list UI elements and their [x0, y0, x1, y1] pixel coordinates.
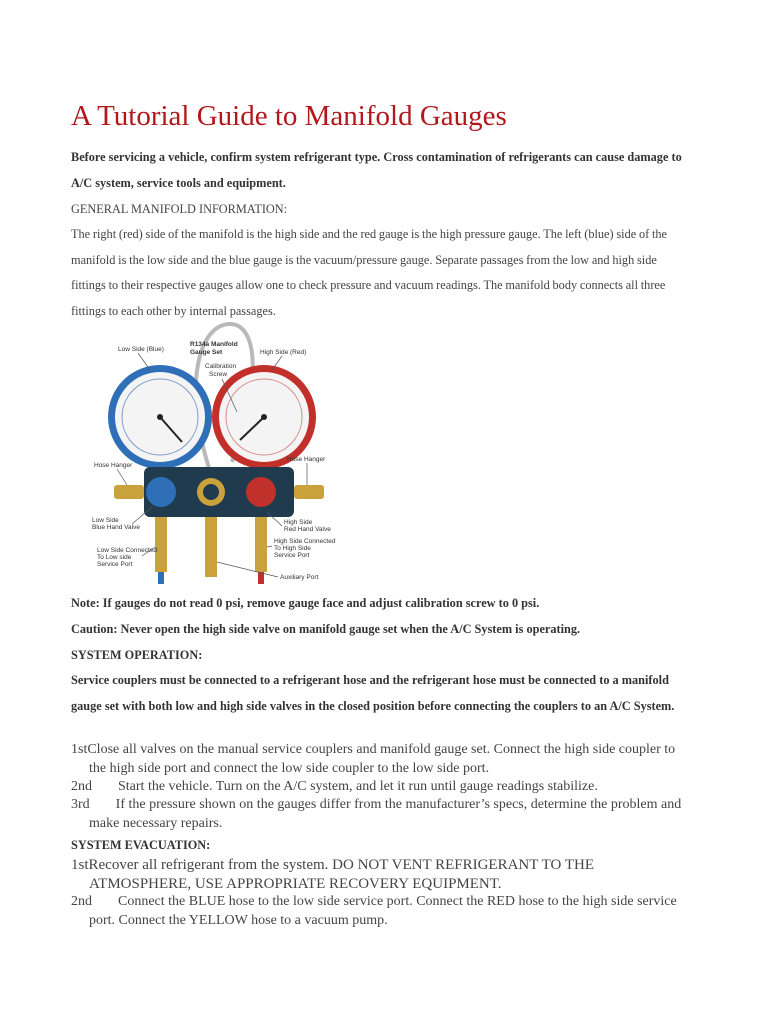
- fig-label: Hose Hanger: [94, 462, 133, 469]
- blue-hand-valve: [146, 477, 176, 507]
- fig-label: Auxiliary Port: [280, 574, 319, 581]
- evacuation-step: [71, 893, 691, 930]
- left-hose-hanger: [114, 485, 144, 499]
- step-number: 3rd: [71, 797, 90, 812]
- fig-label: Blue Hand Valve: [92, 524, 140, 531]
- fig-label: High Side: [284, 519, 313, 526]
- fig-label: R134a Manifold: [190, 341, 238, 348]
- caution-paragraph: Caution: Never open the high side valve on manifold gauge set when the A/C System is operating.: [71, 622, 581, 636]
- fig-label: High Side (Red): [260, 349, 307, 356]
- right-hose-hanger: [294, 485, 324, 499]
- low-side-fitting: [155, 517, 167, 572]
- note-paragraph: Note: If gauges do not read 0 psi, remove gauge face and adjust calibration screw to 0 psi.: [71, 596, 540, 610]
- step-text: Connect the BLUE hose to the low side service port. Connect the RED hose to the high side service port. Connect the YELLOW hose to a vacuum pump.: [89, 894, 677, 928]
- fig-label: Red Hand Valve: [284, 526, 331, 533]
- page-title: A Tutorial Guide to Manifold Gauges: [71, 100, 507, 132]
- high-side-gauge: [212, 365, 316, 469]
- operation-paragraph: Service couplers must be connected to a refrigerant hose and the refrigerant hose must be connected to a manifold gauge set with both low and high side valves in the closed position before connecting the couplers to an A/C System.: [71, 673, 675, 713]
- step-text: If the pressure shown on the gauges differ from the manufacturer’s specs, determine the problem and make necessary repairs.: [89, 797, 682, 831]
- evacuation-heading: SYSTEM EVACUATION:: [71, 838, 211, 852]
- fig-label: Low Side: [92, 517, 119, 524]
- operation-step: [71, 796, 691, 833]
- auxiliary-fitting: [205, 517, 217, 577]
- fig-label: Service Port: [97, 561, 133, 568]
- intro-paragraph: Before servicing a vehicle, confirm system refrigerant type. Cross contamination of refrigerants can cause damage to A/C system, service tools and equipment.: [71, 150, 682, 190]
- step-text: Recover all refrigerant from the system. DO NOT VENT REFRIGERANT TO THE ATMOSPHERE, USE APPROPRIATE RECOVERY EQUIPMENT.: [88, 857, 594, 892]
- high-side-fitting: [255, 517, 267, 572]
- evacuation-step: [71, 856, 691, 893]
- step-number: 2nd: [71, 779, 92, 794]
- operation-heading: SYSTEM OPERATION:: [71, 648, 203, 662]
- step-text: Start the vehicle. Turn on the A/C system, and let it run until gauge readings stabilize.: [118, 779, 598, 794]
- low-side-gauge: [108, 365, 212, 469]
- general-paragraph: The right (red) side of the manifold is the high side and the red gauge is the high pressure gauge. The left (blue) side of the manifold is the low side and the blue gauge is the vacuum/pressure gauge. Separate passages from the low and high side fittings to their respective gauges allow one to check pressure and vacuum readings. The manifold body connects all three fittings to each other by internal passages.: [71, 227, 668, 318]
- manifold-gauge-figure: [72, 322, 342, 587]
- fig-label: High Side Connected: [274, 538, 336, 545]
- red-hand-valve: [246, 477, 276, 507]
- step-text: Close all valves on the manual service couplers and manifold gauge set. Connect the high side coupler to the high side port and connect the low side coupler to the low side port.: [87, 742, 676, 776]
- operation-step: [71, 778, 691, 797]
- fig-label: Screw: [209, 371, 228, 378]
- step-number: 1st: [71, 742, 88, 757]
- fig-label: Gauge Set: [190, 349, 223, 356]
- fig-label: Calibration: [205, 363, 237, 370]
- general-heading: GENERAL MANIFOLD INFORMATION:: [71, 202, 288, 216]
- fig-label: To High Side: [274, 545, 311, 552]
- step-number: 2nd: [71, 894, 92, 909]
- step-number: 1st: [71, 857, 89, 873]
- operation-step: [71, 741, 691, 778]
- fig-label: Low Side (Blue): [118, 346, 164, 353]
- fig-label: Hose Hanger: [287, 456, 326, 463]
- fig-label: To Low side: [97, 554, 132, 561]
- fig-label: Low Side Connected: [97, 547, 157, 554]
- fig-label: Service Port: [274, 552, 310, 559]
